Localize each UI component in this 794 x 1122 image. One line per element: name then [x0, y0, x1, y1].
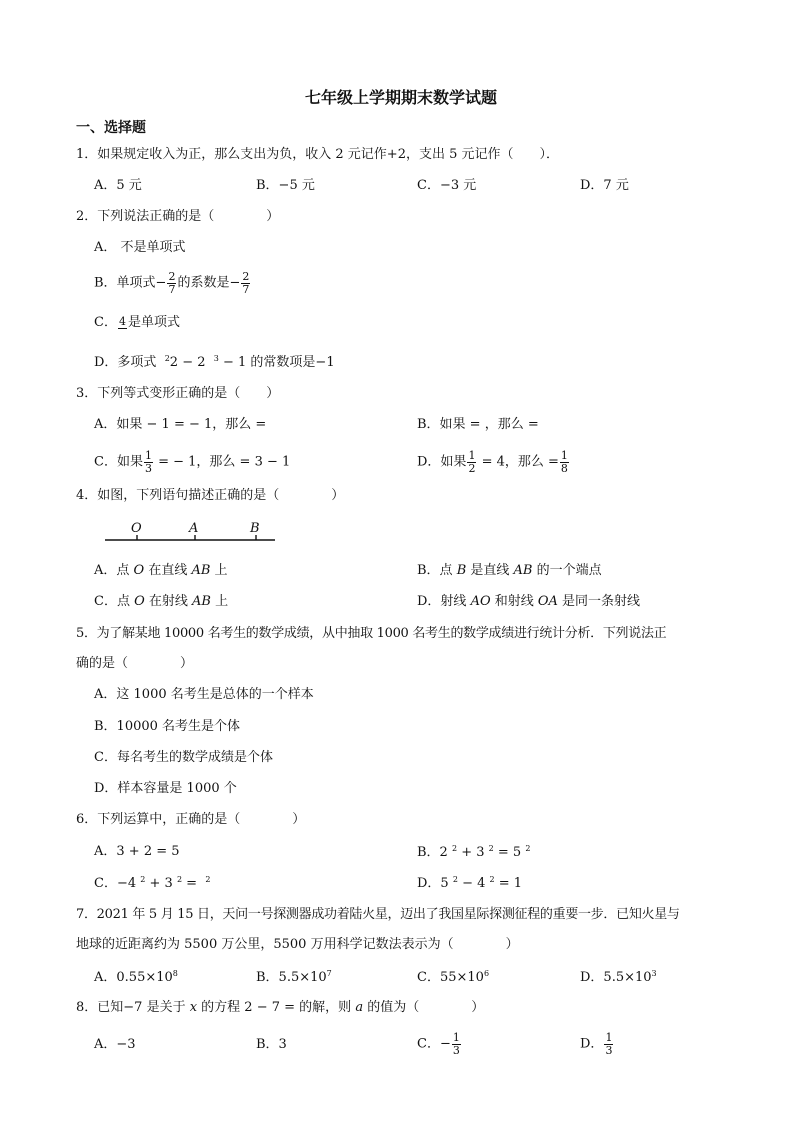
text: 8．已知−7 是关于: [76, 1000, 190, 1015]
q2-option-c: [94, 316, 180, 329]
q2-d-text: 2 − 2: [169, 355, 206, 370]
text: 在直线: [144, 563, 192, 578]
exponent: 2: [525, 844, 531, 853]
text: C．55×10: [417, 970, 484, 985]
denominator: 3: [144, 461, 152, 475]
q2-b-prefix: B．单项式−: [94, 275, 167, 291]
text: D．5.5×10: [580, 970, 652, 985]
q1-option-d: D．7 元: [580, 178, 629, 193]
text: + 3: [457, 845, 485, 860]
exponent: 2: [452, 875, 458, 884]
q4-option-d: [417, 595, 640, 608]
fraction: [467, 450, 476, 474]
exponent: 2: [489, 875, 495, 884]
question-8-stem: [76, 1001, 484, 1014]
q3-option-a: A．如果 − 1 = − 1，那么 =: [94, 417, 267, 432]
text: 的方程 2 − 7 = 的解，则: [197, 1000, 356, 1015]
numerator: 1: [560, 449, 568, 462]
text: 和射线: [490, 594, 538, 609]
denominator: 3: [605, 1043, 613, 1057]
exponent: 2: [176, 875, 183, 884]
text: 在射线: [144, 594, 193, 609]
exponent: 3: [213, 354, 219, 363]
q5-option-b: B．10000 名考生是个体: [94, 719, 241, 734]
q5-option-d: D．样本容量是 1000 个: [94, 781, 237, 796]
text: C．−: [417, 1036, 451, 1052]
fraction: [118, 316, 127, 329]
line-figure: [100, 516, 290, 546]
q4-option-c: [94, 595, 228, 608]
text: =: [182, 876, 198, 891]
point-label-b: B: [250, 521, 260, 536]
text: AO: [470, 594, 491, 609]
question-1-stem: 1．如果规定收入为正，那么支出为负，收入 2 元记作+2，支出 5 元记作（ ）．: [76, 147, 560, 162]
numerator: 1: [605, 1031, 613, 1044]
exponent: 8: [172, 969, 178, 978]
q7-option-b: [256, 970, 332, 984]
text: A．点: [94, 563, 134, 578]
text: = 1: [494, 876, 523, 891]
q2-option-a: A． 不是单项式: [94, 240, 186, 255]
page-title: 七年级上学期期末数学试题: [305, 88, 498, 107]
q6-option-b: [417, 845, 530, 859]
q1-option-c: C．−3 元: [417, 178, 477, 193]
denominator: 7: [168, 282, 176, 296]
q2-option-d: [94, 355, 335, 369]
exponent: 6: [483, 969, 490, 978]
text: C．点: [94, 594, 135, 609]
text: 上: [210, 594, 229, 609]
q1-option-a: A．5 元: [94, 178, 142, 193]
q3-d-middle: = 4，那么 =: [477, 454, 559, 470]
fraction: [144, 450, 153, 474]
text: B: [456, 563, 467, 578]
text: B．5.5×10: [256, 970, 327, 985]
question-5-stem-line1: 5．为了解某地 10000 名考生的数学成绩，从中抽取 1000 名考生的数学成绩进行统计分析．下列说法正: [76, 626, 667, 641]
q1-option-b: B．−5 元: [256, 178, 315, 193]
text: AB: [191, 563, 211, 578]
text: = 5: [493, 845, 522, 860]
text: 是直线: [466, 563, 514, 578]
point-label-a: A: [189, 521, 199, 536]
text: D．5: [417, 876, 449, 891]
numerator: 1: [452, 1031, 460, 1044]
exponent: 2: [488, 844, 494, 853]
question-2-stem: 2．下列说法正确的是（ ）: [76, 209, 280, 224]
text: 是同一条射线: [557, 594, 641, 609]
text: D．射线: [417, 594, 471, 609]
question-5-stem-line2: 确的是（ ）: [76, 656, 194, 671]
text: + 3: [145, 876, 173, 891]
exponent: 2: [164, 354, 170, 363]
q5-option-c: C．每名考生的数学成绩是个体: [94, 750, 273, 765]
question-3-stem: 3．下列等式变形正确的是（ ）: [76, 386, 280, 401]
text: AB: [513, 563, 533, 578]
text: − 4: [457, 876, 486, 891]
denominator: 8: [560, 461, 568, 475]
denominator: 7: [242, 282, 250, 296]
denominator: 3: [452, 1043, 460, 1057]
numerator: 2: [168, 270, 176, 283]
fraction: [167, 271, 176, 295]
q3-option-d: [417, 450, 570, 474]
q7-option-a: [94, 970, 178, 984]
exponent: 2: [205, 875, 211, 884]
q2-d-text: − 1 的常数项是−1: [218, 355, 335, 370]
text: O: [133, 563, 145, 578]
text: 的一个端点: [532, 563, 602, 578]
q4-option-a: [94, 564, 228, 577]
q8-option-a: A．−3: [94, 1037, 136, 1052]
q2-c-prefix: C．: [94, 315, 117, 330]
q6-option-c: [94, 876, 210, 890]
text: C．−4: [94, 876, 137, 891]
q6-option-d: [417, 876, 522, 890]
q2-d-text: D．多项式: [94, 355, 157, 370]
exponent: 2: [451, 844, 458, 853]
q3-c-prefix: C．如果: [94, 454, 143, 470]
question-7-stem-line1: 7．2021 年 5 月 15 日，天问一号探测器成功着陆火星，迈出了我国星际探测征程的重要一步．已知火星与: [76, 907, 680, 922]
question-6-stem: 6．下列运算中，正确的是（ ）: [76, 812, 306, 827]
q4-option-b: [417, 564, 602, 577]
denominator: 2: [468, 461, 476, 475]
q5-option-a: A．这 1000 名考生是总体的一个样本: [94, 687, 314, 702]
numerator: 1: [144, 449, 152, 462]
text: a: [355, 1000, 364, 1015]
q3-c-suffix: = − 1，那么 = 3 − 1: [153, 454, 291, 470]
exponent: 3: [651, 969, 657, 978]
exponent: 7: [326, 969, 332, 978]
question-4-stem: 4．如图，下列语句描述正确的是（ ）: [76, 488, 345, 503]
q7-option-c: [417, 970, 489, 984]
numerator: 1: [468, 449, 476, 462]
numerator: 4: [118, 315, 126, 329]
q3-option-c: [94, 450, 290, 474]
text: A．0.55×10: [94, 970, 173, 985]
q8-option-b: B．3: [256, 1037, 287, 1052]
fraction: [452, 1032, 461, 1056]
text: 的值为（ ）: [363, 1000, 485, 1015]
point-label-o: O: [131, 521, 142, 536]
fraction: [604, 1032, 613, 1056]
exponent: 2: [140, 875, 146, 884]
section-heading: 一、选择题: [76, 120, 146, 136]
fraction: [241, 271, 250, 295]
text: x: [189, 1000, 198, 1015]
q2-c-suffix: 是单项式: [127, 315, 180, 330]
text: B．2: [417, 845, 448, 860]
q6-option-a: A．3 + 2 = 5: [94, 844, 180, 859]
text: B．点: [417, 563, 457, 578]
text: AB: [192, 594, 211, 609]
text: OA: [537, 594, 558, 609]
q2-option-b: [94, 271, 251, 295]
text: O: [134, 594, 145, 609]
q3-d-prefix: D．如果: [417, 454, 467, 470]
q8-option-c: [417, 1032, 462, 1056]
text: 上: [210, 563, 228, 578]
q8-option-d: [580, 1032, 614, 1056]
q2-b-middle: 的系数是−: [177, 275, 241, 291]
question-7-stem-line2: 地球的近距离约为 5500 万公里，5500 万用科学记数法表示为（ ）: [76, 937, 519, 952]
text: D．: [580, 1036, 604, 1052]
q7-option-d: [580, 970, 657, 984]
numerator: 2: [242, 270, 250, 283]
q3-option-b: B．如果 = ，那么 =: [417, 417, 539, 432]
fraction: [560, 450, 569, 474]
